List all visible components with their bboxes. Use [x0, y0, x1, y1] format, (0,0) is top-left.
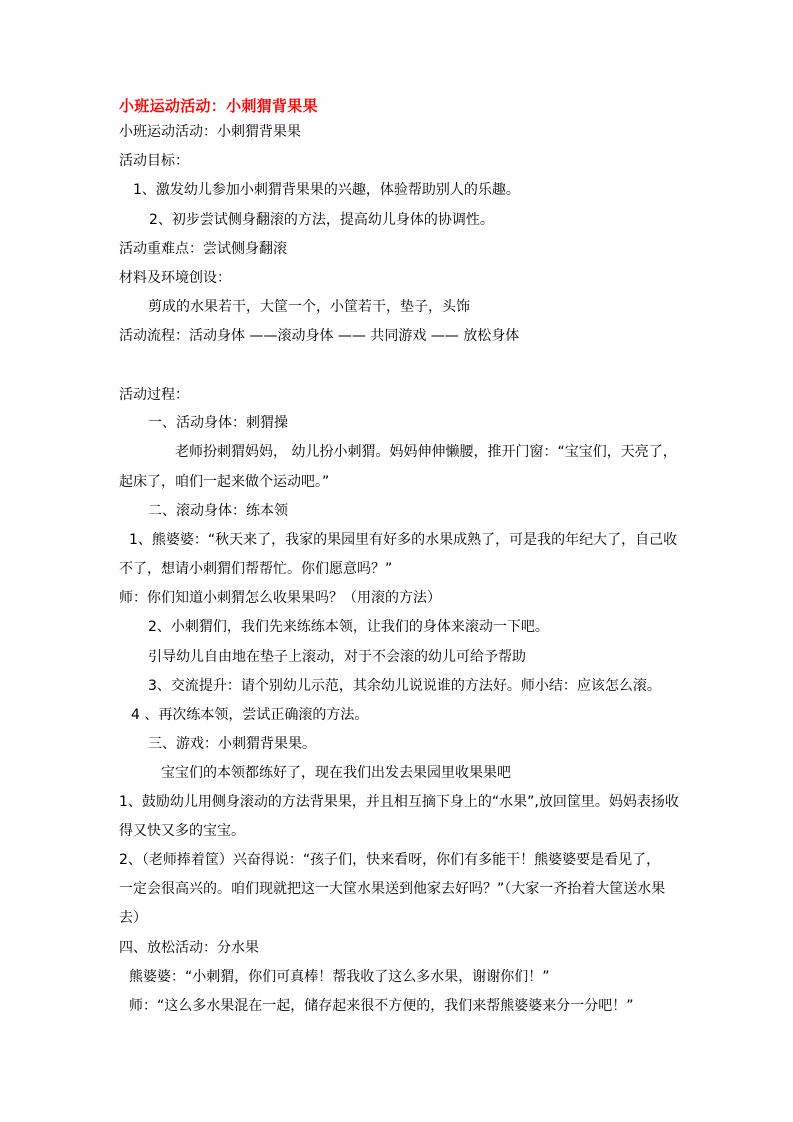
step-1-line1: 1、熊婆婆：“秋天来了，我家的果园里有好多的水果成熟了，可是我的年纪大了，自己收	[129, 532, 678, 548]
materials-heading: 材料及环境创设：	[119, 270, 231, 286]
section-3-heading: 三、游戏：小刺猬背果果。	[148, 736, 316, 752]
subtitle-line: 小班运动活动：小刺猬背果果	[119, 124, 301, 140]
process-heading: 活动过程：	[119, 387, 189, 403]
section-1-text-line2: 起床了，咱们一起来做个运动吧。”	[119, 474, 330, 490]
document-title: 小班运动活动：小刺猬背果果	[119, 97, 318, 115]
key-difficulty: 活动重难点：尝试侧身翻滚	[119, 241, 287, 257]
goal-item-2: 2、初步尝试侧身翻滚的方法，提高幼儿身体的协调性。	[149, 212, 494, 228]
goal-item-1: 1、激发幼儿参加小刺猬背果果的兴趣，体验帮助别人的乐趣。	[133, 182, 520, 198]
materials-list: 剪成的水果若干，大筐一个，小筐若干，垫子，头饰	[148, 299, 470, 315]
game-step-1-line1: 1、鼓励幼儿用侧身滚动的方法背果果，并且相互摘下身上的“水果”,放回筐里。妈妈表扬收	[119, 794, 679, 810]
section-1-text-line1: 老师扮刺猬妈妈， 幼儿扮小刺猬。妈妈伸伸懒腰，推开门窗：“宝宝们，天亮了，	[175, 444, 677, 460]
step-3: 3、交流提升：请个别幼儿示范，其余幼儿说说谁的方法好。师小结：应该怎么滚。	[148, 678, 661, 694]
section-2-heading: 二、滚动身体：练本领	[148, 503, 288, 519]
teacher-question: 师：你们知道小刺猬怎么收果果吗？（用滚的方法）	[119, 590, 441, 606]
game-step-2-line2: 一定会很高兴的。咱们现就把这一大筐水果送到他家去好吗？”（大家一齐抬着大筐送水果	[119, 881, 666, 897]
step-4: 4 、再次练本领，尝试正确滚的方法。	[131, 707, 369, 723]
game-step-1-line2: 得又快又多的宝宝。	[119, 823, 245, 839]
goals-heading: 活动目标：	[119, 153, 189, 169]
step-2-guidance: 引导幼儿自由地在垫子上滚动，对于不会滚的幼儿可给予帮助	[148, 649, 526, 665]
activity-flow: 活动流程：活动身体 ——滚动身体 —— 共同游戏 —— 放松身体	[119, 328, 520, 344]
section-4-heading: 四、放松活动：分水果	[119, 940, 259, 956]
step-1-line2: 不了，想请小刺猬们帮帮忙。你们愿意吗？”	[119, 561, 393, 577]
step-2: 2、小刺猬们，我们先来练练本领，让我们的身体来滚动一下吧。	[148, 619, 549, 635]
teacher-quote: 师：“这么多水果混在一起，储存起来很不方便的，我们来帮熊婆婆来分一分吧！”	[129, 998, 634, 1014]
game-step-2-line3: 去）	[119, 910, 147, 926]
bear-granny-quote: 熊婆婆：“小刺猬，你们可真棒！帮我收了这么多水果，谢谢你们！”	[129, 969, 550, 985]
section-1-heading: 一、活动身体：刺猬操	[148, 415, 288, 431]
game-step-2-line1: 2、（老师捧着筐）兴奋得说：“孩子们，快来看呀，你们有多能干！熊婆婆要是看见了，	[119, 852, 661, 868]
section-3-intro: 宝宝们的本领都练好了，现在我们出发去果园里收果果吧	[161, 765, 511, 781]
